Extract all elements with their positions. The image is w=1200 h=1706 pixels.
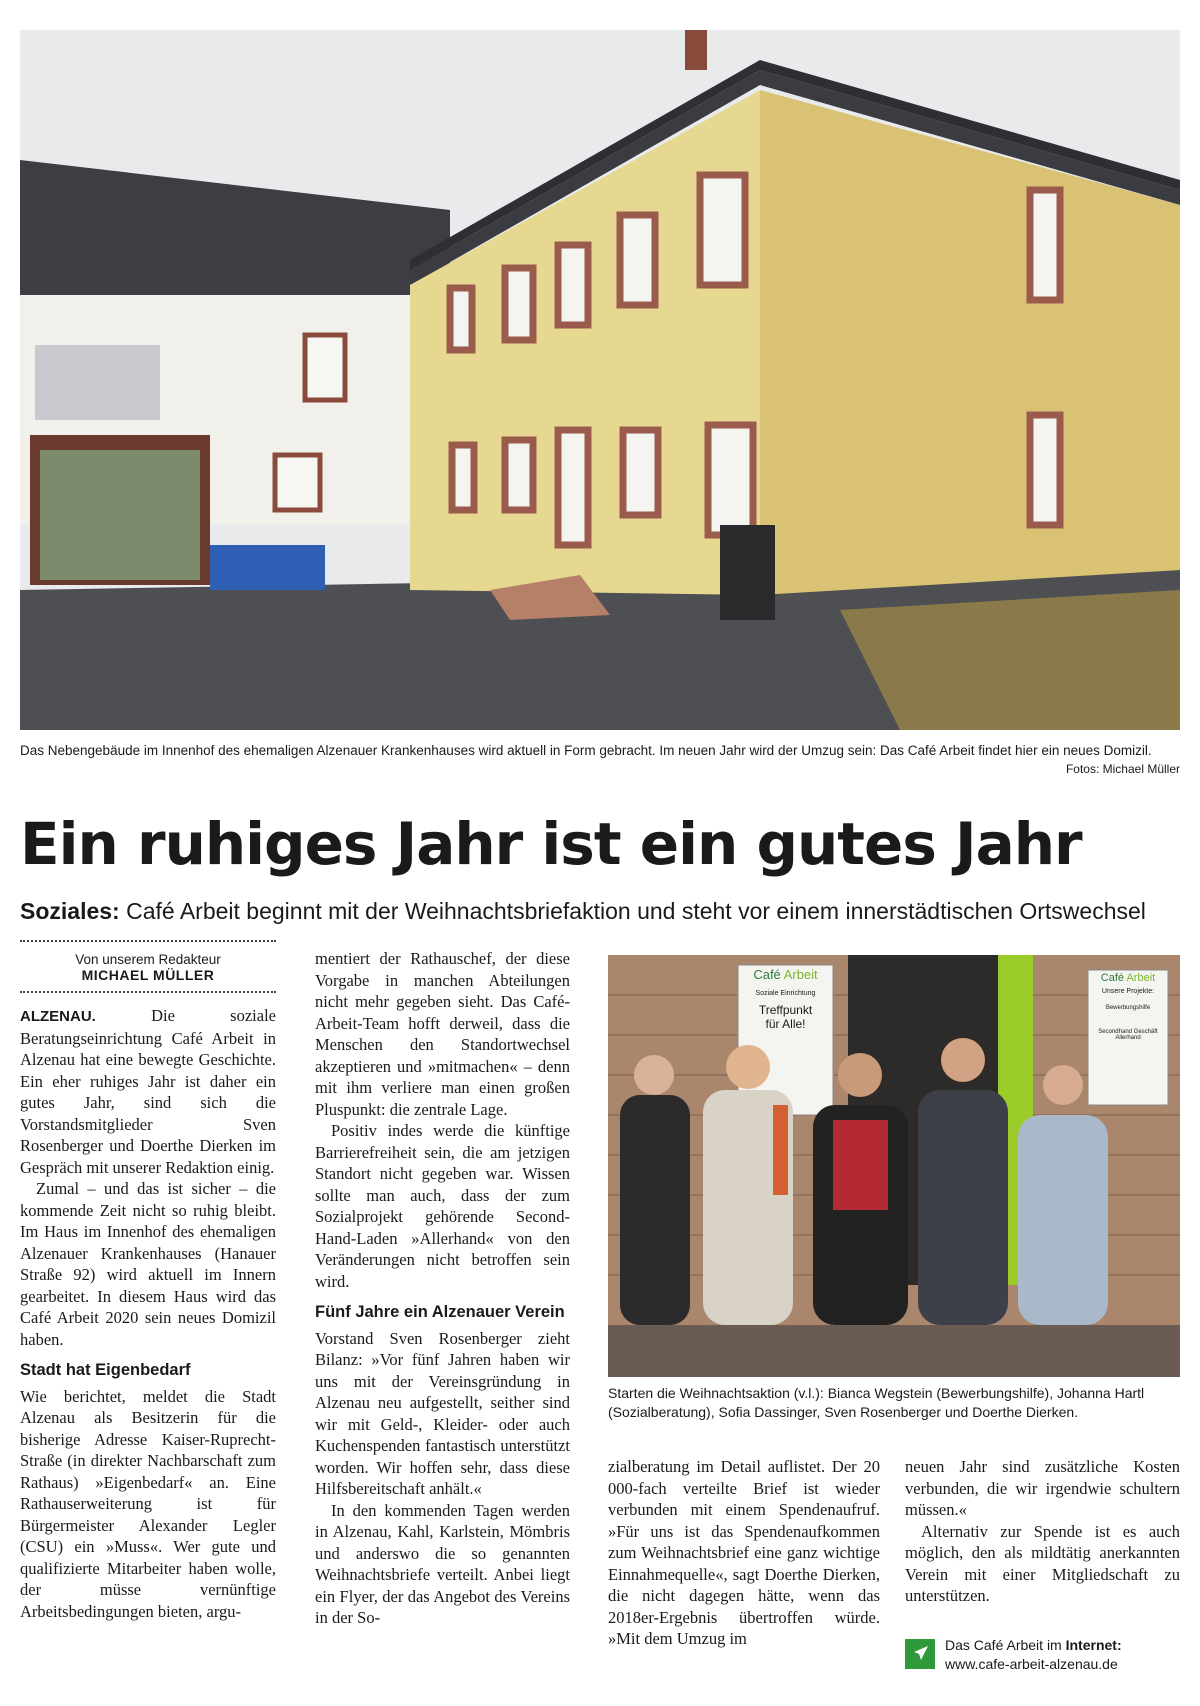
- photo-credit: Fotos: Michael Müller: [1065, 762, 1180, 776]
- paragraph: Die soziale Beratungseinrichtung Café Arbeit in Alzenau hat eine bewegte Geschichte. Ein eher ruhiges Jahr ist daher ein gutes Jahr, sind sich die Vorstandsmitglieder Sven Rosenberger und Doerthe Dierken im Gespräch mit unserer Redaktion einig.: [20, 1006, 276, 1177]
- paragraph: Positiv indes werde die künftige Barrierefreiheit sein, die am jetzigen Standort nicht gegeben war. Wissen sollte man auch, dass der zum Sozialprojekt gehörende Second-Hand-Laden »Allerhand« von den Veränderungen nicht betroffen sein wird.: [315, 1121, 570, 1291]
- subheading: Fünf Jahre ein Alzenauer Verein: [315, 1303, 565, 1321]
- subline-kicker: Soziales:: [20, 898, 120, 924]
- paragraph: Zumal – und das ist sicher – die kommende Zeit nicht so ruhig bleibt. Im Haus im Innenhof des ehemaligen Alzenauer Krankenhauses (Hanauer Straße 92) wird aktuell im Innern gearbeitet. In diesem Haus wird das Café Arbeit 2020 sein neues Domizil haben.: [20, 1179, 276, 1349]
- group-photo-caption: Starten die Weihnachtsaktion (v.l.): Bianca Wegstein (Bewerbungshilfe), Johanna Hartl (Sozialberatung), Sofia Dassinger, Sven Rosenberger und Doerthe Dierken.: [608, 1385, 1145, 1420]
- sign-line-2: für Alle!: [765, 1017, 806, 1031]
- group-photo: [608, 955, 1180, 1377]
- paragraph: Wie berichtet, meldet die Stadt Alzenau als Besitzerin für die bisherige Adresse Kaiser-Ruprecht-Straße (in direkter Nachbarschaft zum Rathaus) »Eigenbedarf« an. Eine Rathauserweiterung ist für Bürgermeister Alexander Legler (CSU) ein »Muss«. Wer gute und qualifizierte Mitarbeiter haben wolle, der müsse vernünftige Arbeitsbedingungen bieten, argu-: [20, 1386, 276, 1621]
- cafe-arbeit-sign: [738, 967, 833, 1031]
- projects-sign: [1088, 972, 1168, 1041]
- paragraph: Vorstand Sven Rosenberger zieht Bilanz: »Vor fünf Jahren haben wir uns mit der Vereinsgründung in Alzenau neu aufgestellt, seither sind wir mit Geld-, Kleider- oder auch Kuchenspenden fantastisch unterstützt worden. Wir hoffen sehr, dass diese Hilfsbereitschaft anhält.«: [315, 1328, 570, 1498]
- sign-subtitle: Soziale Einrichtung: [755, 990, 816, 997]
- byline-prefix: Von unserem Redakteur: [75, 952, 221, 967]
- column-3: [608, 1456, 880, 1650]
- paragraph: neuen Jahr sind zusätzliche Kosten verbunden, die wir irgendwie schultern müssen.«: [905, 1457, 1180, 1519]
- sign-brand-arbeit: Arbeit: [783, 967, 818, 982]
- paragraph: mentiert der Rathauschef, der diese Vorgabe in manchen Abteilungen nicht mehr gegeben sieht. Das Café-Arbeit-Team hofft derweil, dass die Menschen den Standortwechsel akzeptieren und »mitmachen« – denn mit ihm verliere man einen großen Pluspunkt: die zentrale Lage.: [315, 949, 570, 1119]
- cursor-arrow-icon: [910, 1644, 930, 1664]
- byline-author: MICHAEL MÜLLER: [81, 967, 215, 983]
- paragraph: Alternativ zur Spende ist es auch möglich, den als mildtätig anerkannten Verein mit einer Mitgliedschaft zu unterstützen.: [905, 1521, 1180, 1605]
- subheading: Stadt hat Eigenbedarf: [20, 1361, 191, 1379]
- sign-brand-cafe: Café: [753, 967, 781, 982]
- subline-text: Café Arbeit beginnt mit der Weihnachtsbriefaktion und steht vor einem innerstädtischen Ortswechsel: [126, 898, 1146, 924]
- building-photo: [20, 30, 1180, 730]
- sign-brand-arbeit: Arbeit: [1126, 972, 1156, 984]
- website-link[interactable]: www.cafe-arbeit-alzenau.de: [945, 1656, 1118, 1672]
- sign-brand-cafe: Café: [1100, 972, 1125, 984]
- sign-item: Secondhand Geschäft Allerhand: [1098, 1029, 1158, 1041]
- byline: [20, 940, 276, 993]
- article-subheadline: [20, 897, 1180, 925]
- arrow-icon: [905, 1639, 935, 1669]
- dateline: ALZENAU.: [20, 1008, 96, 1025]
- internet-label-bold: Internet:: [1065, 1637, 1122, 1653]
- sign-subtitle: Unsere Projekte:: [1101, 988, 1155, 995]
- article-headline: Ein ruhiges Jahr ist ein gutes Jahr: [20, 810, 1082, 878]
- column-1: [20, 940, 276, 1622]
- column-4: [905, 1456, 1180, 1607]
- photo-caption: Das Nebengebäude im Innenhof des ehemaligen Alzenauer Krankenhauses wird aktuell in Form gebracht. Im neuen Jahr wird der Umzug sein: Das Café Arbeit findet hier ein neues Domizil.: [20, 743, 1152, 758]
- internet-label: Das Café Arbeit im: [945, 1637, 1062, 1653]
- sign-line-1: Treffpunkt: [758, 1003, 813, 1017]
- sign-item: Bewerbungshilfe: [1105, 1005, 1151, 1011]
- paragraph: In den kommenden Tagen werden in Alzenau, Kahl, Karlstein, Mömbris und anderswo die so genannten Weihnachtsbriefe verteilt. Anbei liegt ein Flyer, der das Angebot des Vereins in der So-: [315, 1500, 570, 1627]
- column-2: [315, 948, 570, 1629]
- paragraph: zialberatung im Detail auflistet. Der 20 000-fach verteilte Brief ist wieder verbunden mit einem Spendenaufruf. »Für uns ist das Spendenaufkommen zum Weihnachtsbrief eine ganz wichtige Einnahmequelle«, sagt Doerthe Dierken, die nicht dagegen hätte, wenn das 2018er-Ergebnis übertroffen würde. »Mit dem Umzug im: [608, 1457, 880, 1648]
- building-photo-illustration: [20, 30, 1180, 730]
